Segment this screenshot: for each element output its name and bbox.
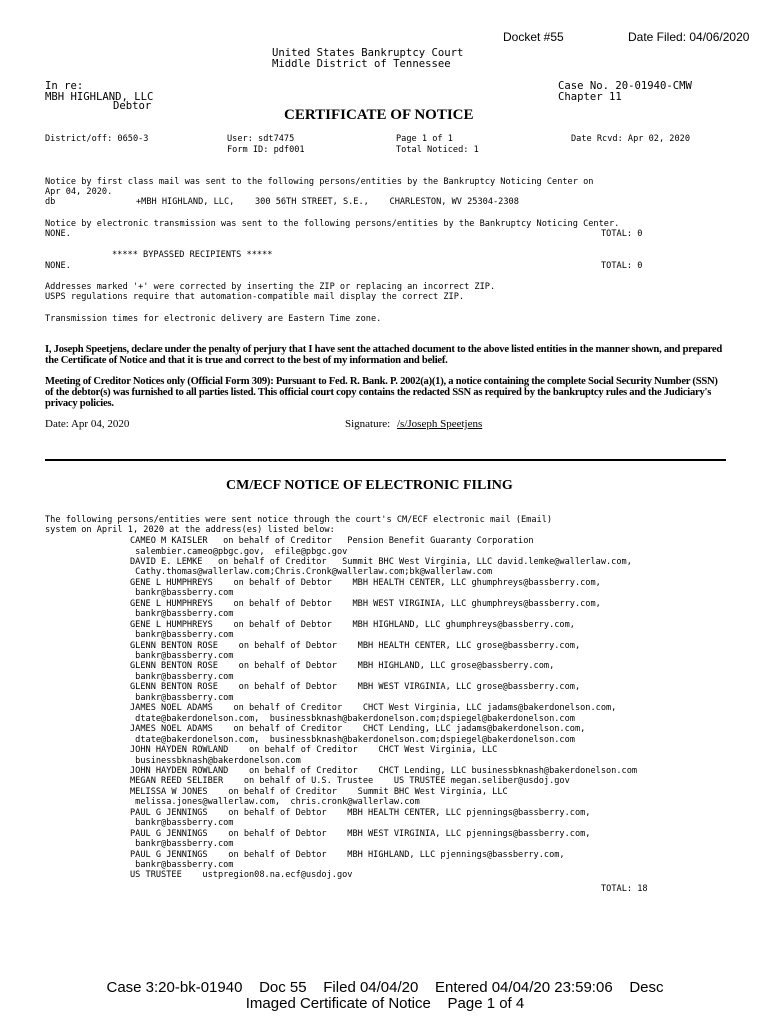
case-footer-line1: Case 3:20-bk-01940 Doc 55 Filed 04/04/20 Entered 04/04/20 23:59:06 Desc xyxy=(106,979,664,996)
meeting-creditor-note: Meeting of Creditor Notices only (Official Form 309): Pursuant to Fed. R. Bank. P. 2002(a)(1), a notice containing the complete Social Security Number (SSN) of the debtor(s) was furnished to all parties listed. This official court copy contains the redacted SSN as required by the bankruptcy rules and the Judiciary's privacy policies. xyxy=(45,376,718,409)
signature-label: Signature: xyxy=(345,418,391,430)
ecf-recipient-line: dtate@bakerdonelson.com, businessbknash@bakerdonelson.com;dspiegel@bakerdonelson.com xyxy=(130,713,575,724)
ecf-recipient-line: bankr@bassberry.com xyxy=(130,860,234,870)
form-id: Form ID: pdf001 xyxy=(227,145,305,155)
court-district: Middle District of Tennessee xyxy=(272,58,451,70)
court-name: United States Bankruptcy Court xyxy=(272,47,464,59)
ecf-recipient-line: MEGAN REED SELIBER on behalf of U.S. Trustee US TRUSTEE megan.seliber@usdoj.gov xyxy=(130,776,570,787)
debtor-name: MBH HIGHLAND, LLC xyxy=(45,91,154,103)
ecf-total: TOTAL: 18 xyxy=(601,884,648,894)
bypassed-none: NONE. xyxy=(45,261,71,271)
ecf-recipient-line: bankr@bassberry.com xyxy=(130,651,234,661)
case-footer-line2: Imaged Certificate of Notice Page 1 of 4 xyxy=(245,995,525,1012)
electronic-notice-line: Notice by electronic transmission was sent to the following persons/entities by the Bankruptcy Noticing Center. xyxy=(45,219,620,229)
ecf-recipient-line: bankr@bassberry.com xyxy=(130,630,234,640)
transmission-note: Transmission times for electronic delivery are Eastern Time zone. xyxy=(45,314,382,324)
date-filed: Date Filed: 04/06/2020 xyxy=(628,30,750,44)
page-count: Page 1 of 1 xyxy=(396,134,453,144)
ecf-recipient-line: GLENN BENTON ROSE on behalf of Debtor MBH HIGHLAND, LLC grose@bassberry.com, xyxy=(130,661,555,672)
ecf-recipient-line: bankr@bassberry.com xyxy=(130,839,234,849)
bypassed-heading: ***** BYPASSED RECIPIENTS ***** xyxy=(112,250,273,260)
ecf-recipient-line: dtate@bakerdonelson.com, businessbknash@bakerdonelson.com;dspiegel@bakerdonelson.com xyxy=(130,734,575,745)
signature-date: Date: Apr 04, 2020 xyxy=(45,418,130,430)
case-number: Case No. 20-01940-CMW xyxy=(558,80,692,92)
perjury-declaration: I, Joseph Speetjens, declare under the penalty of perjury that I have sent the attached document to the above listed entities in the manner shown, and prepared the Certificate of Notice and that it is true and correct to the best of my information and belief. xyxy=(45,344,722,366)
chapter: Chapter 11 xyxy=(558,91,622,103)
ecf-intro-line2: system on April 1, 2020 at the address(es) listed below: xyxy=(45,525,335,535)
ecf-recipient-line: DAVID E. LEMKE on behalf of Creditor Summit BHC West Virginia, LLC david.lemke@wallerlaw.com, xyxy=(130,556,632,567)
electronic-total: TOTAL: 0 xyxy=(601,229,643,239)
ecf-recipient-line: MELISSA W JONES on behalf of Creditor Summit BHC West Virginia, LLC xyxy=(130,786,508,797)
in-re-label: In re: xyxy=(45,80,84,92)
zip-correction-note: Addresses marked '+' were corrected by inserting the ZIP or replacing an incorrect ZIP. xyxy=(45,282,496,292)
signature-value: /s/Joseph Speetjens xyxy=(397,418,483,430)
usps-note: USPS regulations require that automation-compatible mail display the correct ZIP. xyxy=(45,292,465,302)
ecf-recipient-line: US TRUSTEE ustpregion08.na.ecf@usdoj.gov xyxy=(130,870,353,881)
recipient-address: +MBH HIGHLAND, LLC, 300 56TH STREET, S.E., CHARLESTON, WV 25304-2308 xyxy=(136,197,519,207)
ecf-recipient-line: melissa.jones@wallerlaw.com, chris.cronk@wallerlaw.com xyxy=(130,797,420,808)
ecf-recipient-line: CAMEO M KAISLER on behalf of Creditor Pension Benefit Guaranty Corporation xyxy=(130,536,534,546)
ecf-recipient-line: GENE L HUMPHREYS on behalf of Debtor MBH WEST VIRGINIA, LLC ghumphreys@bassberry.com, xyxy=(130,598,601,609)
ecf-recipient-line: GLENN BENTON ROSE on behalf of Debtor MBH WEST VIRGINIA, LLC grose@bassberry.com, xyxy=(130,682,581,693)
ecf-intro-line1: The following persons/entities were sent notice through the court's CM/ECF electronic mail (Email) xyxy=(45,515,553,525)
ecf-recipient-line: JOHN HAYDEN ROWLAND on behalf of Creditor CHCT West Virginia, LLC xyxy=(130,745,498,755)
recipient-code: db xyxy=(45,197,56,207)
section-divider xyxy=(45,459,726,461)
ecf-recipient-line: bankr@bassberry.com xyxy=(130,609,234,620)
ecf-recipient-line: PAUL G JENNINGS on behalf of Debtor MBH HIGHLAND, LLC pjennings@bassberry.com, xyxy=(130,849,565,860)
ecf-recipient-line: JAMES NOEL ADAMS on behalf of Creditor CHCT West Virginia, LLC jadams@bakerdonelson.com, xyxy=(130,703,617,714)
ecf-recipient-line: Cathy.thomas@wallerlaw.com;Chris.Cronk@wallerlaw.com;bk@wallerlaw.com xyxy=(130,567,493,578)
ecf-title: CM/ECF NOTICE OF ELECTRONIC FILING xyxy=(226,478,513,493)
district-office: District/off: 0650-3 xyxy=(45,134,149,144)
ecf-recipient-line: GLENN BENTON ROSE on behalf of Debtor MBH HEALTH CENTER, LLC grose@bassberry.com, xyxy=(130,640,581,651)
mail-notice-date: Apr 04, 2020. xyxy=(45,187,113,197)
ecf-recipient-line: GENE L HUMPHREYS on behalf of Debtor MBH HEALTH CENTER, LLC ghumphreys@bassberry.com, xyxy=(130,577,601,588)
ecf-recipient-line: PAUL G JENNINGS on behalf of Debtor MBH WEST VIRGINIA, LLC pjennings@bassberry.com, xyxy=(130,828,591,839)
ecf-recipient-line: bankr@bassberry.com xyxy=(130,818,234,829)
docket-number: Docket #55 xyxy=(503,30,564,44)
ecf-recipient-line: salembier.cameo@pbgc.gov, efile@pbgc.gov xyxy=(130,546,348,557)
user-id: User: sdt7475 xyxy=(227,134,295,144)
ecf-recipient-line: JOHN HAYDEN ROWLAND on behalf of Creditor CHCT Lending, LLC businessbknash@bakerdonelson.com xyxy=(130,765,638,776)
ecf-recipient-line: PAUL G JENNINGS on behalf of Debtor MBH HEALTH CENTER, LLC pjennings@bassberry.com, xyxy=(130,807,591,818)
date-received: Date Rcvd: Apr 02, 2020 xyxy=(571,134,690,144)
debtor-role: Debtor xyxy=(113,100,152,112)
certificate-title: CERTIFICATE OF NOTICE xyxy=(284,107,474,123)
mail-notice-line: Notice by first class mail was sent to the following persons/entities by the Bankruptcy Noticing Center on xyxy=(45,177,594,187)
ecf-recipient-line: bankr@bassberry.com xyxy=(130,671,234,682)
total-noticed: Total Noticed: 1 xyxy=(396,145,479,155)
electronic-none: NONE. xyxy=(45,229,71,239)
ecf-recipient-line: businessbknash@bakerdonelson.com xyxy=(130,755,301,766)
ecf-recipient-line: GENE L HUMPHREYS on behalf of Debtor MBH HIGHLAND, LLC ghumphreys@bassberry.com, xyxy=(130,619,575,630)
ecf-recipient-line: JAMES NOEL ADAMS on behalf of Creditor CHCT Lending, LLC jadams@bakerdonelson.com, xyxy=(130,724,586,735)
bypassed-total: TOTAL: 0 xyxy=(601,261,643,271)
ecf-recipient-line: bankr@bassberry.com xyxy=(130,692,234,703)
ecf-recipient-line: bankr@bassberry.com xyxy=(130,588,234,599)
